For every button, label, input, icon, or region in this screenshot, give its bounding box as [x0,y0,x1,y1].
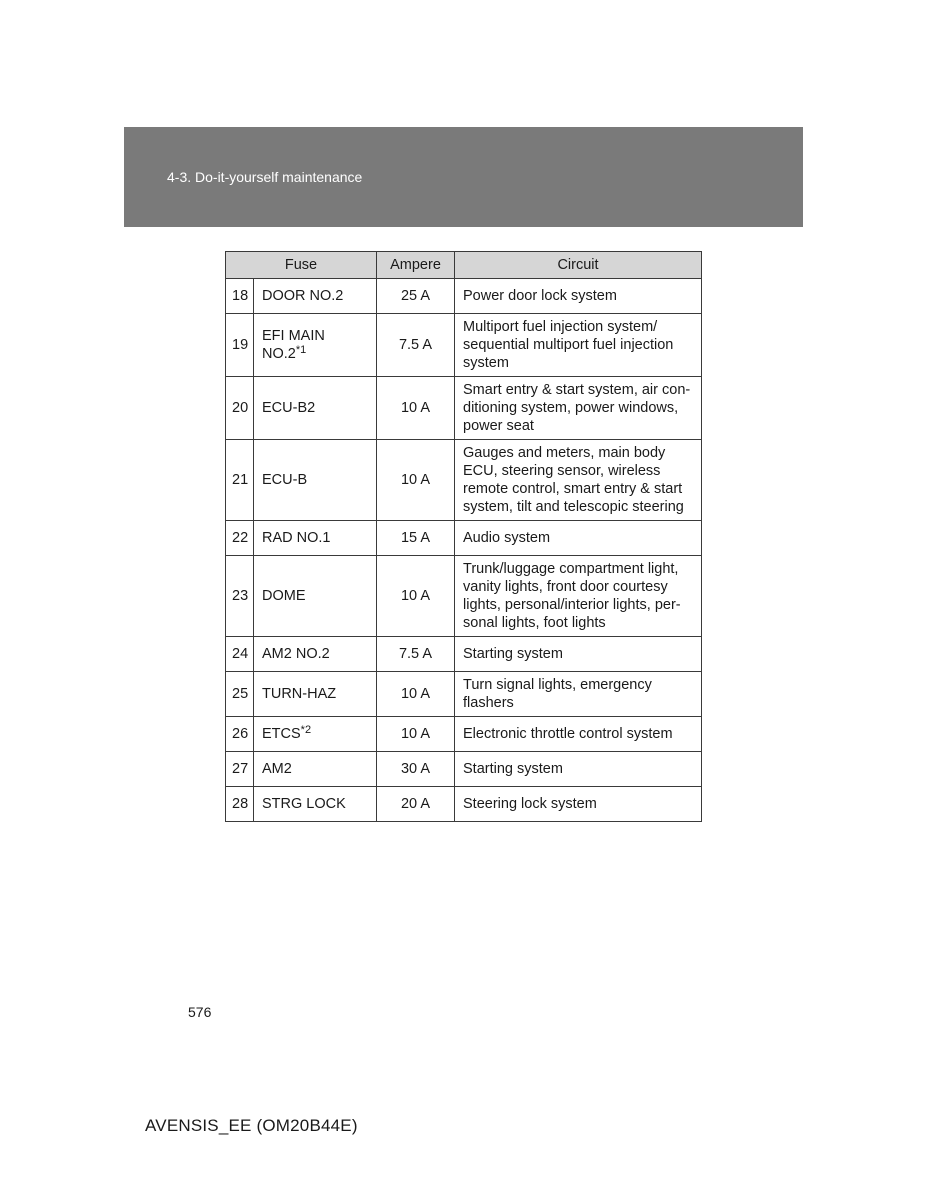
ampere-cell [377,377,455,440]
table-row [226,377,702,440]
fuse-number-cell [226,314,254,377]
ampere-cell-text: 10 A [400,686,431,702]
circuit-cell-text: Multiport fuel injection system/ sequential multiport fuel injection system [463,319,674,371]
table-row [226,672,702,717]
section-header-band [124,127,803,227]
table-row [226,637,702,672]
fuse-number-cell [226,556,254,637]
fuse-number-cell [226,377,254,440]
section-title: 4-3. Do-it-yourself maintenance [167,169,363,185]
fuse-number-cell [226,787,254,822]
fuse-name-cell-text: DOOR NO.2 [262,288,344,304]
ampere-cell [377,440,455,521]
table-row [226,787,702,822]
circuit-cell-text: Electronic throttle control system [463,726,673,742]
column-header-circuit: Circuit [455,252,702,279]
fuse-number-cell [226,717,254,752]
circuit-cell-text: Power door lock system [463,288,617,304]
circuit-cell-text: Gauges and meters, main body ECU, steering sensor, wireless remote control, smart entry & start system, tilt and telescopic steering [463,445,684,515]
ampere-cell-text: 15 A [400,530,431,546]
ampere-cell [377,521,455,556]
ampere-cell-text: 10 A [400,472,431,488]
circuit-cell [455,314,702,377]
circuit-cell [455,279,702,314]
fuse-name-cell [254,440,377,521]
column-header-ampere: Ampere [377,252,455,279]
table-row [226,279,702,314]
fuse-number-cell [226,521,254,556]
ampere-cell [377,787,455,822]
fuse-number-cell-text: 26 [232,726,249,742]
table-row [226,314,702,377]
ampere-cell-text: 7.5 A [398,646,433,662]
fuse-number-cell [226,279,254,314]
fuse-name-cell [254,787,377,822]
circuit-cell-text: Smart entry & start system, air con-ditioning system, power windows, power seat [463,382,691,434]
fuse-number-cell-text: 24 [232,646,249,662]
fuse-name-cell [254,279,377,314]
fuse-number-cell-text: 28 [232,796,249,812]
ampere-cell-text: 10 A [400,400,431,416]
fuse-name-cell [254,314,377,377]
fuse-name-cell-text: TURN-HAZ [262,686,337,702]
circuit-cell [455,637,702,672]
ampere-cell [377,672,455,717]
ampere-cell-text: 30 A [400,761,431,777]
fuse-name-cell [254,377,377,440]
circuit-cell [455,672,702,717]
ampere-cell [377,637,455,672]
ampere-cell-text: 25 A [400,288,431,304]
circuit-cell [455,556,702,637]
fuse-table-body [226,279,702,822]
ampere-cell [377,717,455,752]
fuse-number-cell-text: 19 [232,337,249,353]
fuse-name-cell-text: DOME [262,588,306,604]
circuit-cell [455,377,702,440]
fuse-name-cell [254,556,377,637]
circuit-cell [455,787,702,822]
footnote-marker: *2 [300,724,312,736]
ampere-cell-text: 7.5 A [398,337,433,353]
circuit-cell-text: Audio system [463,530,551,546]
ampere-cell-text: 10 A [400,588,431,604]
fuse-name-cell-text: AM2 NO.2 [262,646,330,662]
fuse-name-cell-text: AM2 [262,761,292,777]
fuse-name-cell-text: ECU-B [262,472,308,488]
circuit-cell [455,717,702,752]
ampere-cell [377,752,455,787]
fuse-number-cell-text: 23 [232,588,249,604]
fuse-name-cell-text: RAD NO.1 [262,530,331,546]
fuse-number-cell-text: 25 [232,686,249,702]
ampere-cell-text: 20 A [400,796,431,812]
fuse-name-cell [254,637,377,672]
fuse-number-cell-text: 21 [232,472,249,488]
circuit-cell-text: Starting system [463,761,563,777]
column-header-fuse: Fuse [226,252,377,279]
circuit-cell-text: Trunk/luggage compartment light, vanity lights, front door courtesy lights, personal/interior lights, per-sonal lights, foot lights [463,561,681,631]
fuse-name-cell-text: EFI MAIN NO.2 [262,328,325,362]
ampere-cell-text: 10 A [400,726,431,742]
fuse-name-cell-text: ECU-B2 [262,400,316,416]
ampere-cell [377,279,455,314]
circuit-cell-text: Steering lock system [463,796,597,812]
table-row [226,556,702,637]
page-number: 576 [188,1004,212,1020]
table-header-row [226,252,702,279]
circuit-cell-text: Turn signal lights, emergency flashers [463,677,652,711]
table-row [226,521,702,556]
fuse-number-cell-text: 22 [232,530,249,546]
fuse-number-cell-text: 20 [232,400,249,416]
fuse-number-cell [226,752,254,787]
circuit-cell [455,521,702,556]
table-row [226,752,702,787]
manual-code: AVENSIS_EE (OM20B44E) [145,1116,358,1135]
fuse-name-cell-text: STRG LOCK [262,796,346,812]
fuse-name-cell [254,672,377,717]
fuse-name-cell [254,717,377,752]
fuse-number-cell-text: 27 [232,761,249,777]
fuse-number-cell-text: 18 [232,288,249,304]
circuit-cell-text: Starting system [463,646,563,662]
fuse-name-cell [254,521,377,556]
fuse-number-cell [226,672,254,717]
circuit-cell [455,440,702,521]
fuse-number-cell [226,440,254,521]
ampere-cell [377,556,455,637]
fuse-table [225,251,702,822]
table-row [226,717,702,752]
footnote-marker: *1 [295,344,307,356]
ampere-cell [377,314,455,377]
fuse-name-cell [254,752,377,787]
fuse-number-cell [226,637,254,672]
fuse-name-cell-text: ETCS [262,726,301,742]
circuit-cell [455,752,702,787]
table-row [226,440,702,521]
